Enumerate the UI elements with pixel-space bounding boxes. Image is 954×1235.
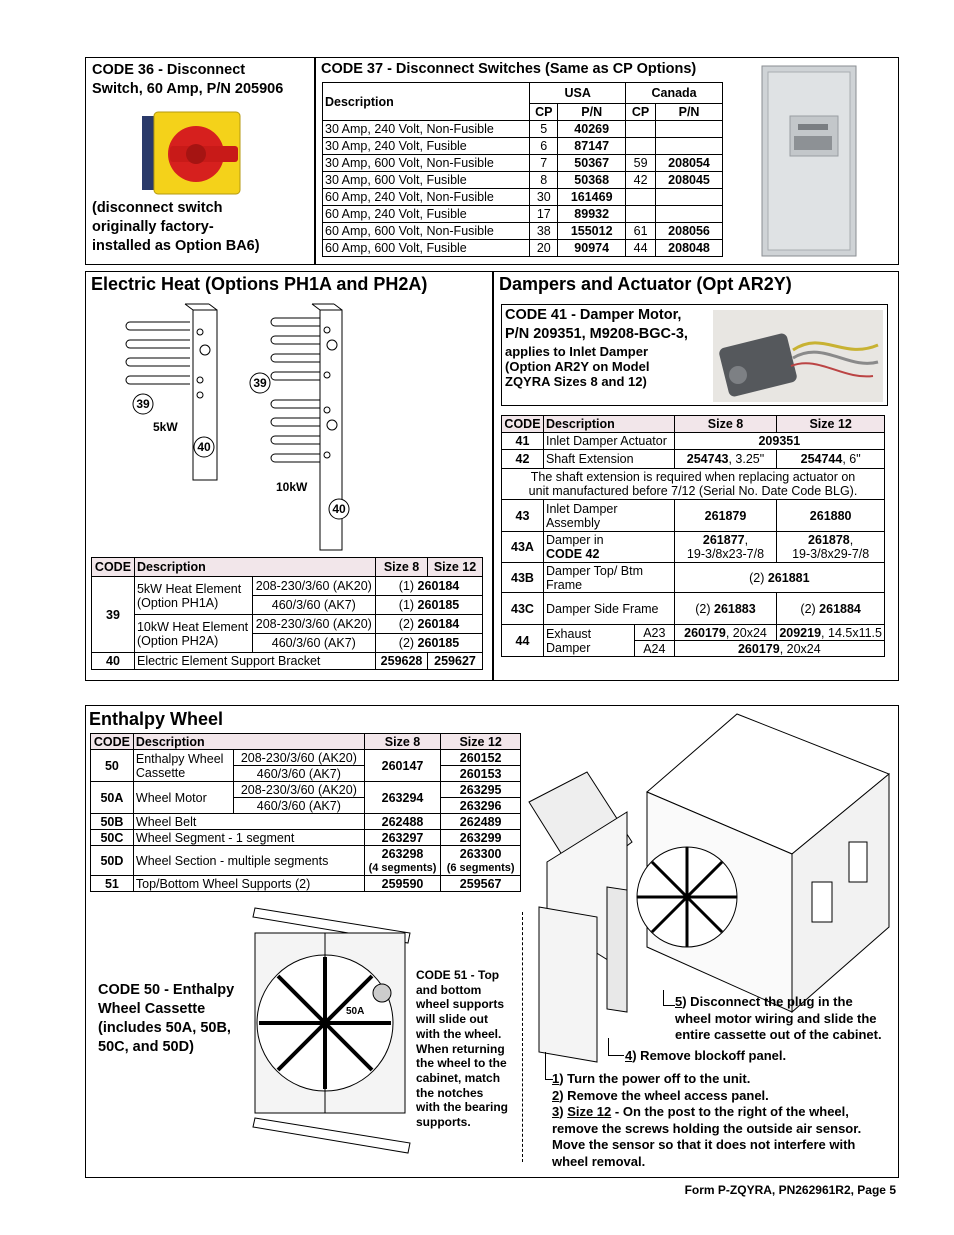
label-5kw: 5kW bbox=[153, 420, 178, 434]
code50-text: CODE 50 - Enthalpy Wheel Cassette (includes 50A, 50B, 50C, and 50D) bbox=[98, 982, 235, 1055]
electric-heat-title: Electric Heat (Options PH1A and PH2A) bbox=[91, 274, 428, 294]
enthalpy-title: Enthalpy Wheel bbox=[89, 709, 224, 729]
table-row: The shaft extension is required when replacing actuator on unit manufactured before 7/12 (Serial No. Date Code BLG). bbox=[502, 469, 885, 500]
damper-motor-image bbox=[713, 310, 883, 402]
col-usa: USA bbox=[530, 83, 626, 104]
col-pn: P/N bbox=[558, 104, 626, 121]
callout-40-10kw: 40 bbox=[332, 502, 346, 516]
middle-divider bbox=[492, 271, 494, 681]
table-row: 60 Amp, 240 Volt, Non-Fusible 30 161469 bbox=[323, 189, 723, 206]
table-row: 60 Amp, 600 Volt, Non-Fusible 38 155012 61 208056 bbox=[323, 223, 723, 240]
disconnect-box-image bbox=[760, 64, 858, 258]
table-row: 50 Enthalpy Wheel Cassette 208-230/3/60 (AK20) 260147 260152 bbox=[91, 750, 521, 766]
table-row: 60 Amp, 240 Volt, Fusible 17 89932 bbox=[323, 206, 723, 223]
col-cp: CP bbox=[530, 104, 558, 121]
callout-40-5kw: 40 bbox=[197, 440, 211, 454]
table-row: 50C Wheel Segment - 1 segment 263297 263299 bbox=[91, 830, 521, 846]
table-row: 460/3/60 (AK7) 260153 bbox=[91, 766, 521, 782]
table-row: 460/3/60 (AK7) (2) 260185 bbox=[92, 634, 483, 653]
dashed-divider bbox=[522, 912, 523, 1162]
table-row: 41 Inlet Damper Actuator 209351 bbox=[502, 433, 885, 450]
table-row: 43B Damper Top/ Btm Frame (2) 261881 bbox=[502, 563, 885, 593]
code36-title: CODE 36 - Disconnect Switch, 60 Amp, P/N 205906 bbox=[92, 62, 284, 97]
table-row: 460/3/60 (AK7) (1) 260185 bbox=[92, 596, 483, 615]
step5-leader bbox=[663, 990, 675, 1006]
code37-title: CODE 37 - Disconnect Switches (Same as CP Options) bbox=[321, 61, 697, 77]
table-row: 39 5kW Heat Element (Option PH1A) 208-230/3/60 (AK20) (1) 260184 bbox=[92, 577, 483, 596]
dampers-table: CODE Description Size 8 Size 12 41 Inlet Damper Actuator 209351 42 Shaft Extension 254743, 3.25" 254744, 6" The shaft extension is required when replacing actuator on unit manufactured before 7/12 (Serial No. Date Code BLG). 43 Inlet Damper Assembly 261879 261880 43A Damper in CODE 42 261877, 19-3/8x23-7/8 261878, 19-3/8x29-7/8 43B Damper Top/ Btm Frame (2) 261881 43C Damper Side Frame (2) 261883 (2) 261884 44 Exhaust Damper A23 260179, 20x24 209219, 14.5x11.5 A24 260179, 20x24 bbox=[501, 415, 885, 657]
wheel-cassette-image bbox=[250, 903, 415, 1165]
label-50a: 50A bbox=[346, 1006, 365, 1017]
code41-text: CODE 41 - Damper Motor, P/N 209351, M9208-BGC-3, applies to Inlet Damper (Option AR2Y on Model ZQYRA Sizes 8 and 12) bbox=[505, 307, 688, 389]
disconnect-switch-image bbox=[140, 110, 242, 196]
table-row: 50A Wheel Motor 208-230/3/60 (AK20) 263294 263295 bbox=[91, 782, 521, 798]
table-row: 30 Amp, 240 Volt, Fusible 6 87147 bbox=[323, 138, 723, 155]
callout-circles bbox=[130, 372, 360, 520]
dampers-title: Dampers and Actuator (Opt AR2Y) bbox=[499, 274, 792, 294]
table-row: 30 Amp, 240 Volt, Non-Fusible 5 40269 bbox=[323, 121, 723, 138]
table-row: 43A Damper in CODE 42 261877, 19-3/8x23-7/8 261878, 19-3/8x29-7/8 bbox=[502, 532, 885, 563]
table-row: 30 Amp, 600 Volt, Fusible 8 50368 42 208045 bbox=[323, 172, 723, 189]
step4-leader bbox=[608, 1038, 624, 1056]
step-5: 5) Disconnect the plug in the wheel motor wiring and slide the entire cassette out of the cabinet. bbox=[675, 994, 882, 1042]
table-row: 43 Inlet Damper Assembly 261879 261880 bbox=[502, 500, 885, 532]
table-row: 51 Top/Bottom Wheel Supports (2) 259590 259567 bbox=[91, 876, 521, 892]
table-row: 40 Electric Element Support Bracket 259628 259627 bbox=[92, 653, 483, 670]
table-row: 30 Amp, 600 Volt, Non-Fusible 7 50367 59 208054 bbox=[323, 155, 723, 172]
code51-text: CODE 51 - Top and bottom wheel supports will slide out with the wheel. When returning the wheel to the cabinet, match the notches with the bearing supports. bbox=[416, 968, 509, 1130]
label-10kw: 10kW bbox=[276, 480, 308, 494]
electric-heat-table: CODE Description Size 8 Size 12 39 5kW Heat Element (Option PH1A) 208-230/3/60 (AK20) (1) 260184 460/3/60 (AK7) (1) 260185 10kW Heat Element (Option PH2A) 208-230/3/60 (AK20) (2) 260184 460/3/60 (AK7) (2) 260185 40 Electric Element Support Bracket 259628 259627 bbox=[91, 557, 483, 670]
code37-table bbox=[322, 82, 723, 257]
steps-1-3: 1) Turn the power off to the unit. 2) Remove the wheel access panel. 3) Size 12 - On the post to the right of the wheel, remove the screws holding the outside air sensor. Move the sensor so that it does not interfere with wheel removal. bbox=[552, 1071, 862, 1169]
col-canada-cp: CP bbox=[626, 104, 656, 121]
col-canada: Canada bbox=[626, 83, 723, 104]
table-row: 43C Damper Side Frame (2) 261883 (2) 261884 bbox=[502, 593, 885, 625]
table-row: 50D Wheel Section - multiple segments 263298 (4 segments) 263300 (6 segments) bbox=[91, 846, 521, 876]
table-row: 10kW Heat Element (Option PH2A) 208-230/3/60 (AK20) (2) 260184 bbox=[92, 615, 483, 634]
table-row: A24 260179, 20x24 bbox=[502, 641, 885, 657]
step1-leader bbox=[545, 1052, 553, 1080]
code36-note: (disconnect switch originally factory- installed as Option BA6) bbox=[92, 200, 260, 254]
callout-39-5kw: 39 bbox=[136, 397, 150, 411]
enthalpy-table: CODE Description Size 8 Size 12 50 Enthalpy Wheel Cassette 208-230/3/60 (AK20) 260147 260152 460/3/60 (AK7) 260153 50A Wheel Motor 208-230/3/60 (AK20) 263294 263295 460/3/60 (AK7) 263296 50B Wheel Belt 262488 262489 50C Wheel Segment - 1 segment 263297 263299 50D Wheel Section - multiple segments 263298 (4 segments) 263300 (6 segments) 51 Top/Bottom Wheel Supports (2) 259590 259567 bbox=[90, 733, 521, 892]
col-description: Description bbox=[323, 83, 530, 121]
table-row: 50B Wheel Belt 262488 262489 bbox=[91, 814, 521, 830]
table-row: 42 Shaft Extension 254743, 3.25" 254744, 6" bbox=[502, 450, 885, 469]
table-row: 44 Exhaust Damper A23 260179, 20x24 209219, 14.5x11.5 bbox=[502, 625, 885, 641]
table-row: 460/3/60 (AK7) 263296 bbox=[91, 798, 521, 814]
step-4: 4) Remove blockoff panel. bbox=[625, 1048, 787, 1063]
top-divider bbox=[314, 57, 316, 265]
callout-39-10kw: 39 bbox=[253, 376, 267, 390]
footer: Form P-ZQYRA, PN262961R2, Page 5 bbox=[684, 1183, 896, 1197]
col-canada-pn: P/N bbox=[656, 104, 723, 121]
table-row: 60 Amp, 600 Volt, Fusible 20 90974 44 208048 bbox=[323, 240, 723, 257]
